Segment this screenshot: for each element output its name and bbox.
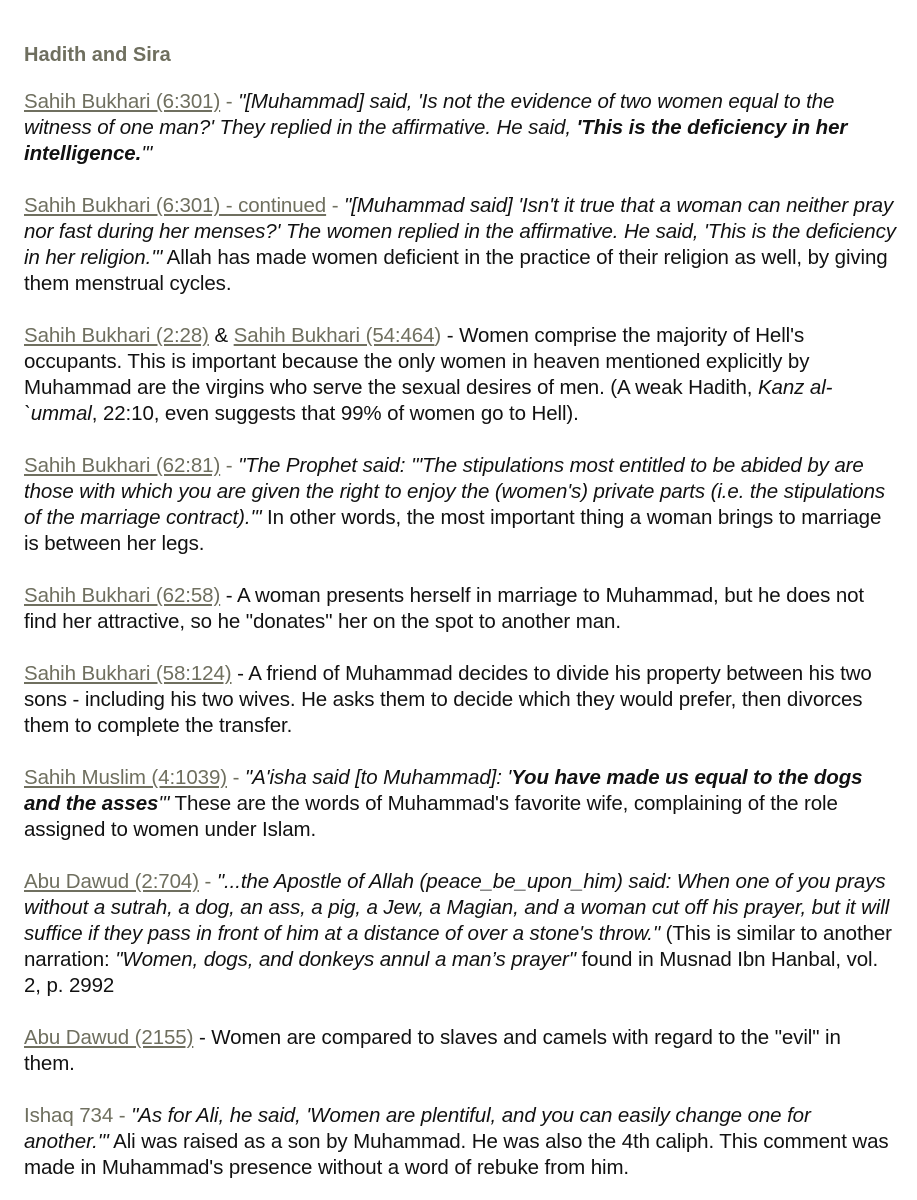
- source-title: Kanz al-`ummal: [24, 376, 833, 425]
- list-item: [24, 765, 897, 843]
- hadith-reference-link[interactable]: Sahih Bukhari (54:464: [233, 324, 435, 347]
- list-item: [24, 453, 897, 557]
- commentary-end: found in Musnad Ibn Hanbal, vol. 2, p. 2992: [24, 948, 879, 997]
- hadith-reference-link[interactable]: Sahih Bukhari (62:81): [24, 454, 221, 477]
- list-item: [24, 89, 897, 167]
- commentary: Ali was raised as a son by Muhammad. He was also the 4th caliph. This comment was made in Muhammad's presence without a word of rebuke from him.: [24, 1130, 889, 1179]
- commentary: In other words, the most important thing a woman brings to marriage is between her legs.: [24, 506, 882, 555]
- hadith-reference-link[interactable]: Sahih Muslim (4:1039): [24, 766, 227, 789]
- separator: -: [220, 90, 239, 113]
- hadith-reference-link[interactable]: Sahih Bukhari (62:58): [24, 584, 221, 607]
- list-item: [24, 193, 897, 297]
- quote: "The Prophet said: '"The stipulations most entitled to be abided by are those with which you are given the right to enjoy the (women's) private parts (i.e. the stipulations of the marriage contract).'": [24, 454, 886, 529]
- section-heading: Hadith and Sira: [24, 44, 171, 66]
- quote: "As for Ali, he said, 'Women are plentiful, and you can easily change one for another.'": [24, 1104, 811, 1153]
- paren-close: ): [434, 324, 442, 347]
- commentary: (This is similar to another narration:: [24, 922, 892, 971]
- quote: "[Muhammad] said, 'Is not the evidence of two women equal to the witness of one man?' They replied in the affirmative. He said,: [24, 90, 835, 139]
- separator: -: [198, 870, 217, 893]
- hadith-reference-link[interactable]: Abu Dawud (2:704): [24, 870, 199, 893]
- commentary: Allah has made women deficient in the practice of their religion as well, by giving them menstrual cycles.: [24, 246, 888, 295]
- commentary: - A woman presents herself in marriage to Muhammad, but he does not find her attractive, so he "donates" her on the spot to another man.: [24, 584, 865, 633]
- quote: "A'isha said [to Muhammad]: ': [244, 766, 512, 789]
- commentary: These are the words of Muhammad's favorite wife, complaining of the role assigned to women under Islam.: [24, 792, 838, 841]
- quote-emphasis: You have made us equal to the dogs and the asses: [24, 766, 863, 815]
- quote-emphasis: 'This is the deficiency in her intelligence.: [24, 116, 848, 165]
- quote: "...the Apostle of Allah (peace_be_upon_him) said: When one of you prays without a sutrah, a dog, an ass, a pig, a Jew, a Magian, and a woman cut off his prayer, but it will suffice if they pass in front of him at a distance of over a stone's throw.": [24, 870, 890, 945]
- commentary: - Women are compared to slaves and camels with regard to the "evil" in them.: [24, 1026, 841, 1075]
- quote-end: '": [158, 792, 170, 815]
- commentary-end: , 22:10, even suggests that 99% of women go to Hell).: [91, 402, 579, 425]
- commentary: - Women comprise the majority of Hell's occupants. This is important because the only women in heaven mentioned explicitly by Muhammad are the virgins who serve the sexual desires of men. (A weak Hadith,: [24, 324, 810, 399]
- list-item: [24, 869, 897, 999]
- hadith-reference-link[interactable]: Sahih Bukhari (6:301) - continued: [24, 194, 327, 217]
- separator: -: [227, 766, 245, 789]
- ampersand: &: [208, 324, 234, 347]
- quote-secondary: "Women, dogs, and donkeys annul a man’s prayer": [115, 948, 576, 971]
- hadith-reference-link[interactable]: Sahih Bukhari (6:301): [24, 90, 221, 113]
- list-item: [24, 661, 897, 739]
- quote: "[Muhammad said] 'Isn't it true that a woman can neither pray nor fast during her menses?' The women replied in the affirmative. He said, 'This is the deficiency in her religion.'": [24, 194, 896, 269]
- list-item: [24, 1025, 897, 1077]
- quote-end: '": [141, 142, 153, 165]
- commentary: - A friend of Muhammad decides to divide his property between his two sons - including his two wives. He asks them to decide which they would prefer, then divorces them to complete the transfer.: [24, 662, 872, 737]
- hadith-reference-link[interactable]: Sahih Bukhari (2:28): [24, 324, 209, 347]
- list-item: [24, 583, 897, 635]
- list-item: [24, 1103, 897, 1181]
- list-item: [24, 323, 897, 427]
- sira-reference: Ishaq 734: [24, 1104, 114, 1127]
- separator: -: [326, 194, 345, 217]
- separator: -: [113, 1104, 132, 1127]
- hadith-reference-link[interactable]: Sahih Bukhari (58:124): [24, 662, 232, 685]
- separator: -: [220, 454, 239, 477]
- hadith-reference-link[interactable]: Abu Dawud (2155): [24, 1026, 194, 1049]
